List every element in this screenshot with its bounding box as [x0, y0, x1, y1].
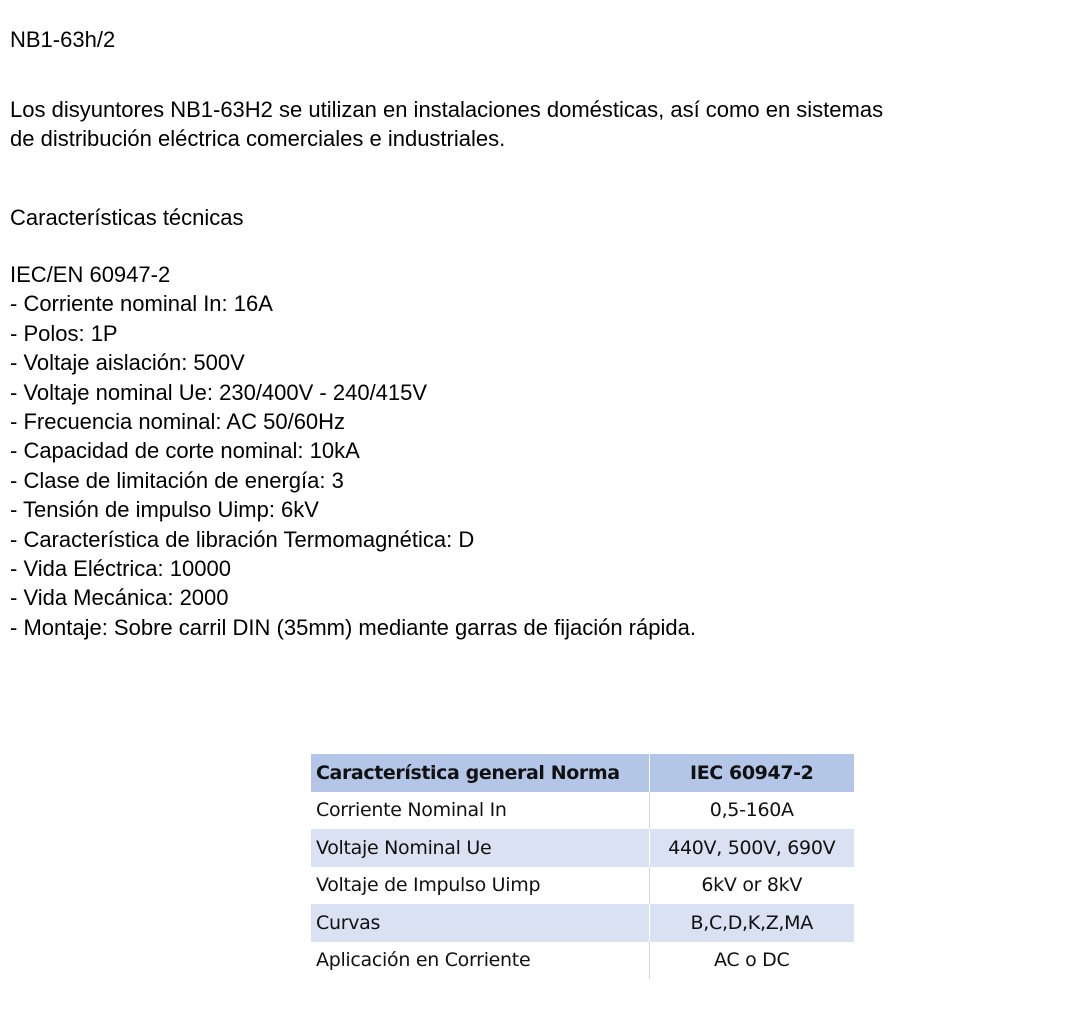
table-cell-value: 440V, 500V, 690V — [649, 829, 854, 867]
table-row — [311, 867, 854, 905]
spec-item: - Montaje: Sobre carril DIN (35mm) mediante garras de fijación rápida. — [10, 614, 696, 640]
spec-item: - Voltaje aislación: 500V — [10, 350, 245, 376]
spec-item: - Corriente nominal In: 16A — [10, 291, 273, 317]
table-row — [311, 792, 854, 830]
table-header-row — [311, 754, 854, 792]
spec-list — [10, 260, 696, 642]
spec-item: - Vida Mecánica: 2000 — [10, 585, 229, 611]
table-cell-name: Corriente Nominal In — [311, 792, 649, 830]
spec-item: - Capacidad de corte nominal: 10kA — [10, 438, 360, 464]
intro-paragraph — [10, 95, 1080, 153]
spec-item: - Característica de libración Termomagnética: D — [10, 526, 475, 552]
table-cell-value: AC o DC — [649, 942, 854, 980]
section-heading: Características técnicas — [10, 205, 244, 230]
intro-line: Los disyuntores NB1-63H2 se utilizan en instalaciones domésticas, así como en sistemas — [10, 97, 884, 122]
characteristics-table — [311, 754, 854, 979]
spec-item: - Voltaje nominal Ue: 230/400V - 240/415V — [10, 379, 428, 405]
table-header-name: Característica general Norma — [311, 754, 649, 792]
table-header-value: IEC 60947-2 — [649, 754, 854, 792]
spec-item: - Polos: 1P — [10, 320, 118, 346]
table-cell-name: Aplicación en Corriente — [311, 942, 649, 980]
spec-item: - Vida Eléctrica: 10000 — [10, 556, 231, 582]
table-cell-value: B,C,D,K,Z,MA — [649, 904, 854, 942]
spec-item: - Frecuencia nominal: AC 50/60Hz — [10, 409, 346, 435]
table-cell-name: Voltaje Nominal Ue — [311, 829, 649, 867]
spec-item: - Clase de limitación de energía: 3 — [10, 467, 344, 493]
page-title: NB1-63h/2 — [10, 27, 116, 52]
table-row — [311, 829, 854, 867]
intro-line: de distribución eléctrica comerciales e industriales. — [10, 126, 506, 151]
table-cell-name: Curvas — [311, 904, 649, 942]
table-row — [311, 942, 854, 980]
table-row — [311, 904, 854, 942]
table-cell-value: 6kV or 8kV — [649, 867, 854, 905]
table-cell-value: 0,5-160A — [649, 792, 854, 830]
spec-item: - Tensión de impulso Uimp: 6kV — [10, 497, 319, 523]
table-cell-name: Voltaje de Impulso Uimp — [311, 867, 649, 905]
spec-standard: IEC/EN 60947-2 — [10, 262, 171, 287]
